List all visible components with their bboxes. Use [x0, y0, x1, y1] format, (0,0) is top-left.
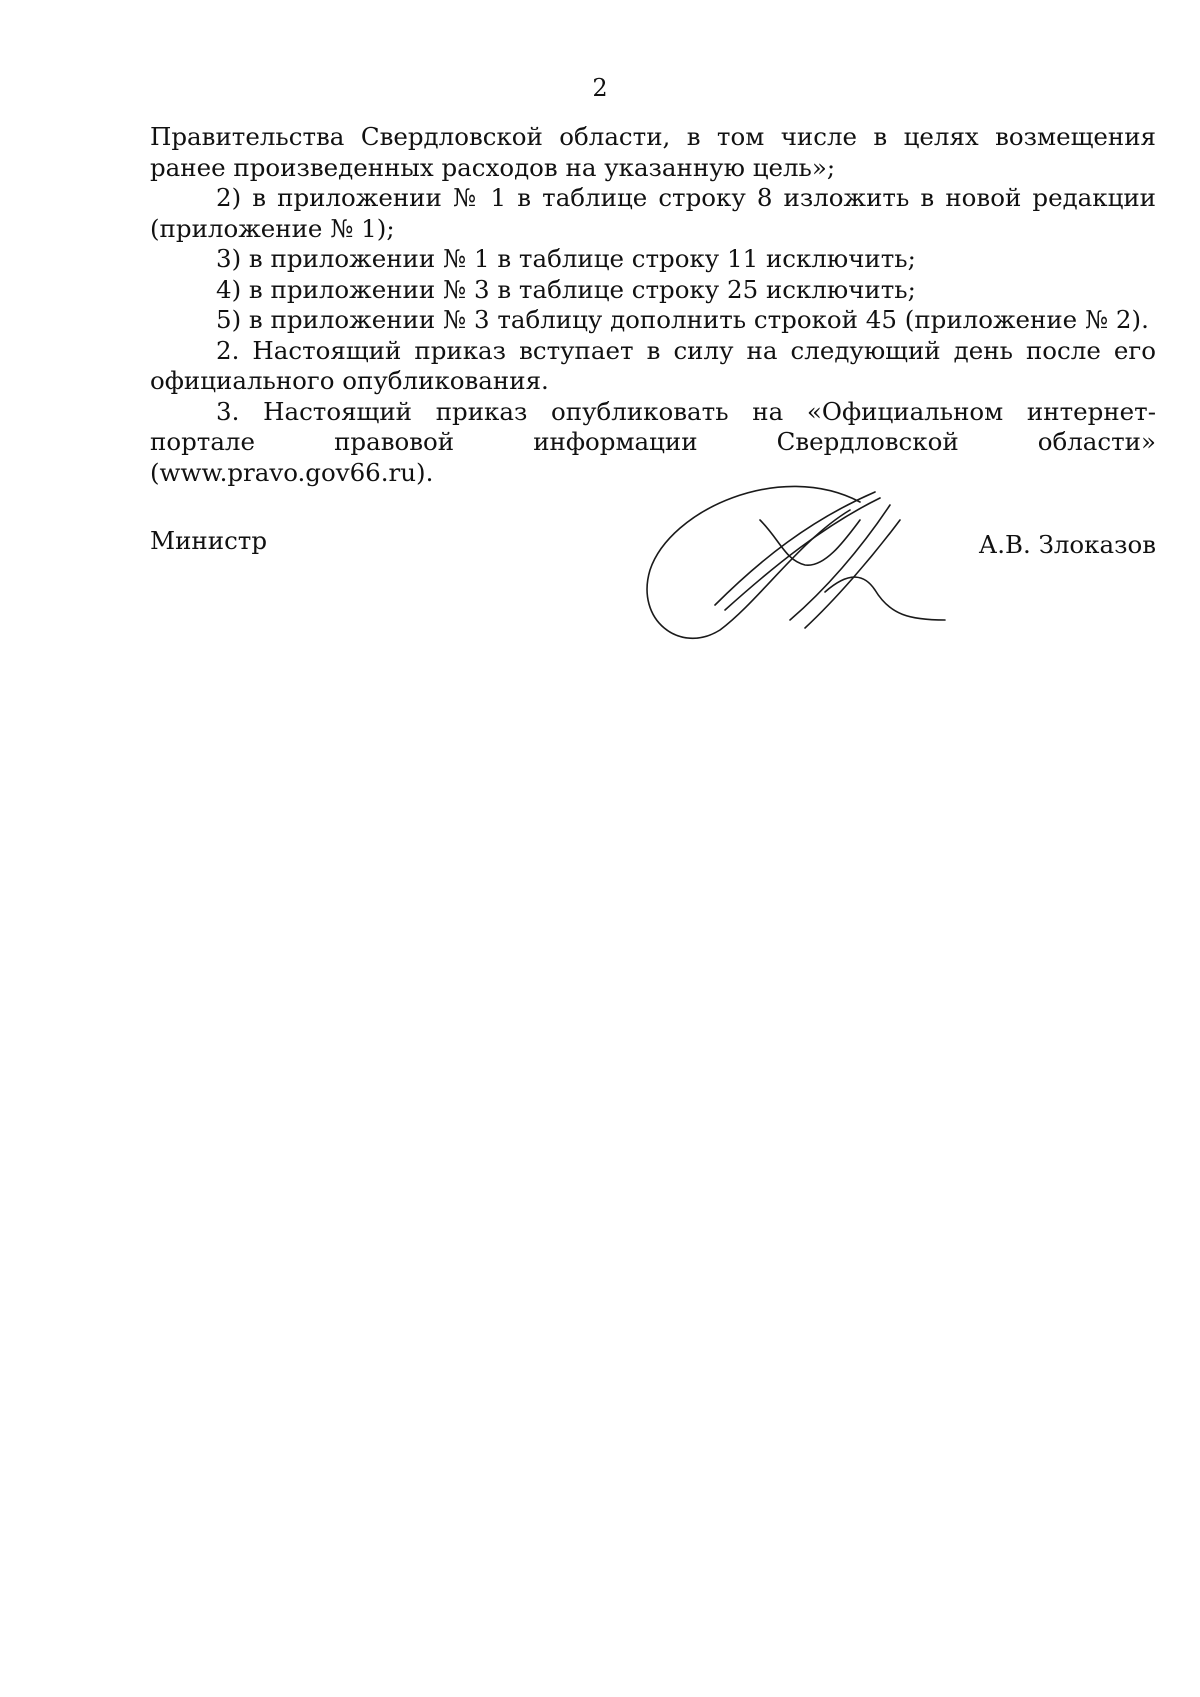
paragraph: 4) в приложении № 3 в таблице строку 25 исключить; [216, 274, 916, 304]
signature-block [150, 520, 1156, 670]
paragraph: 2. Настоящий приказ вступает в силу на следующий день после его официального опубликования. [150, 335, 1156, 395]
page-number: 2 [592, 74, 608, 102]
paragraph: 5) в приложении № 3 таблицу дополнить строкой 45 (приложение № 2). [216, 305, 1149, 334]
document-body [150, 122, 1156, 488]
handwritten-signature [610, 480, 950, 660]
paragraph: 2) в приложении № 1 в таблице строку 8 изложить в новой редакции (приложение № 1); [150, 183, 1156, 243]
paragraph: 3. Настоящий приказ опубликовать на «Официальном интернет-портале правовой информации Свердловской области» (www.pravo.gov66.ru). [150, 396, 1156, 487]
signer-position: Министр [150, 526, 268, 555]
signer-name: А.В. Злоказов [978, 530, 1156, 559]
paragraph: Правительства Свердловской области, в том числе в целях возмещения ранее произведенных расходов на указанную цель»; [150, 122, 1156, 182]
paragraph: 3) в приложении № 1 в таблице строку 11 исключить; [216, 244, 916, 273]
